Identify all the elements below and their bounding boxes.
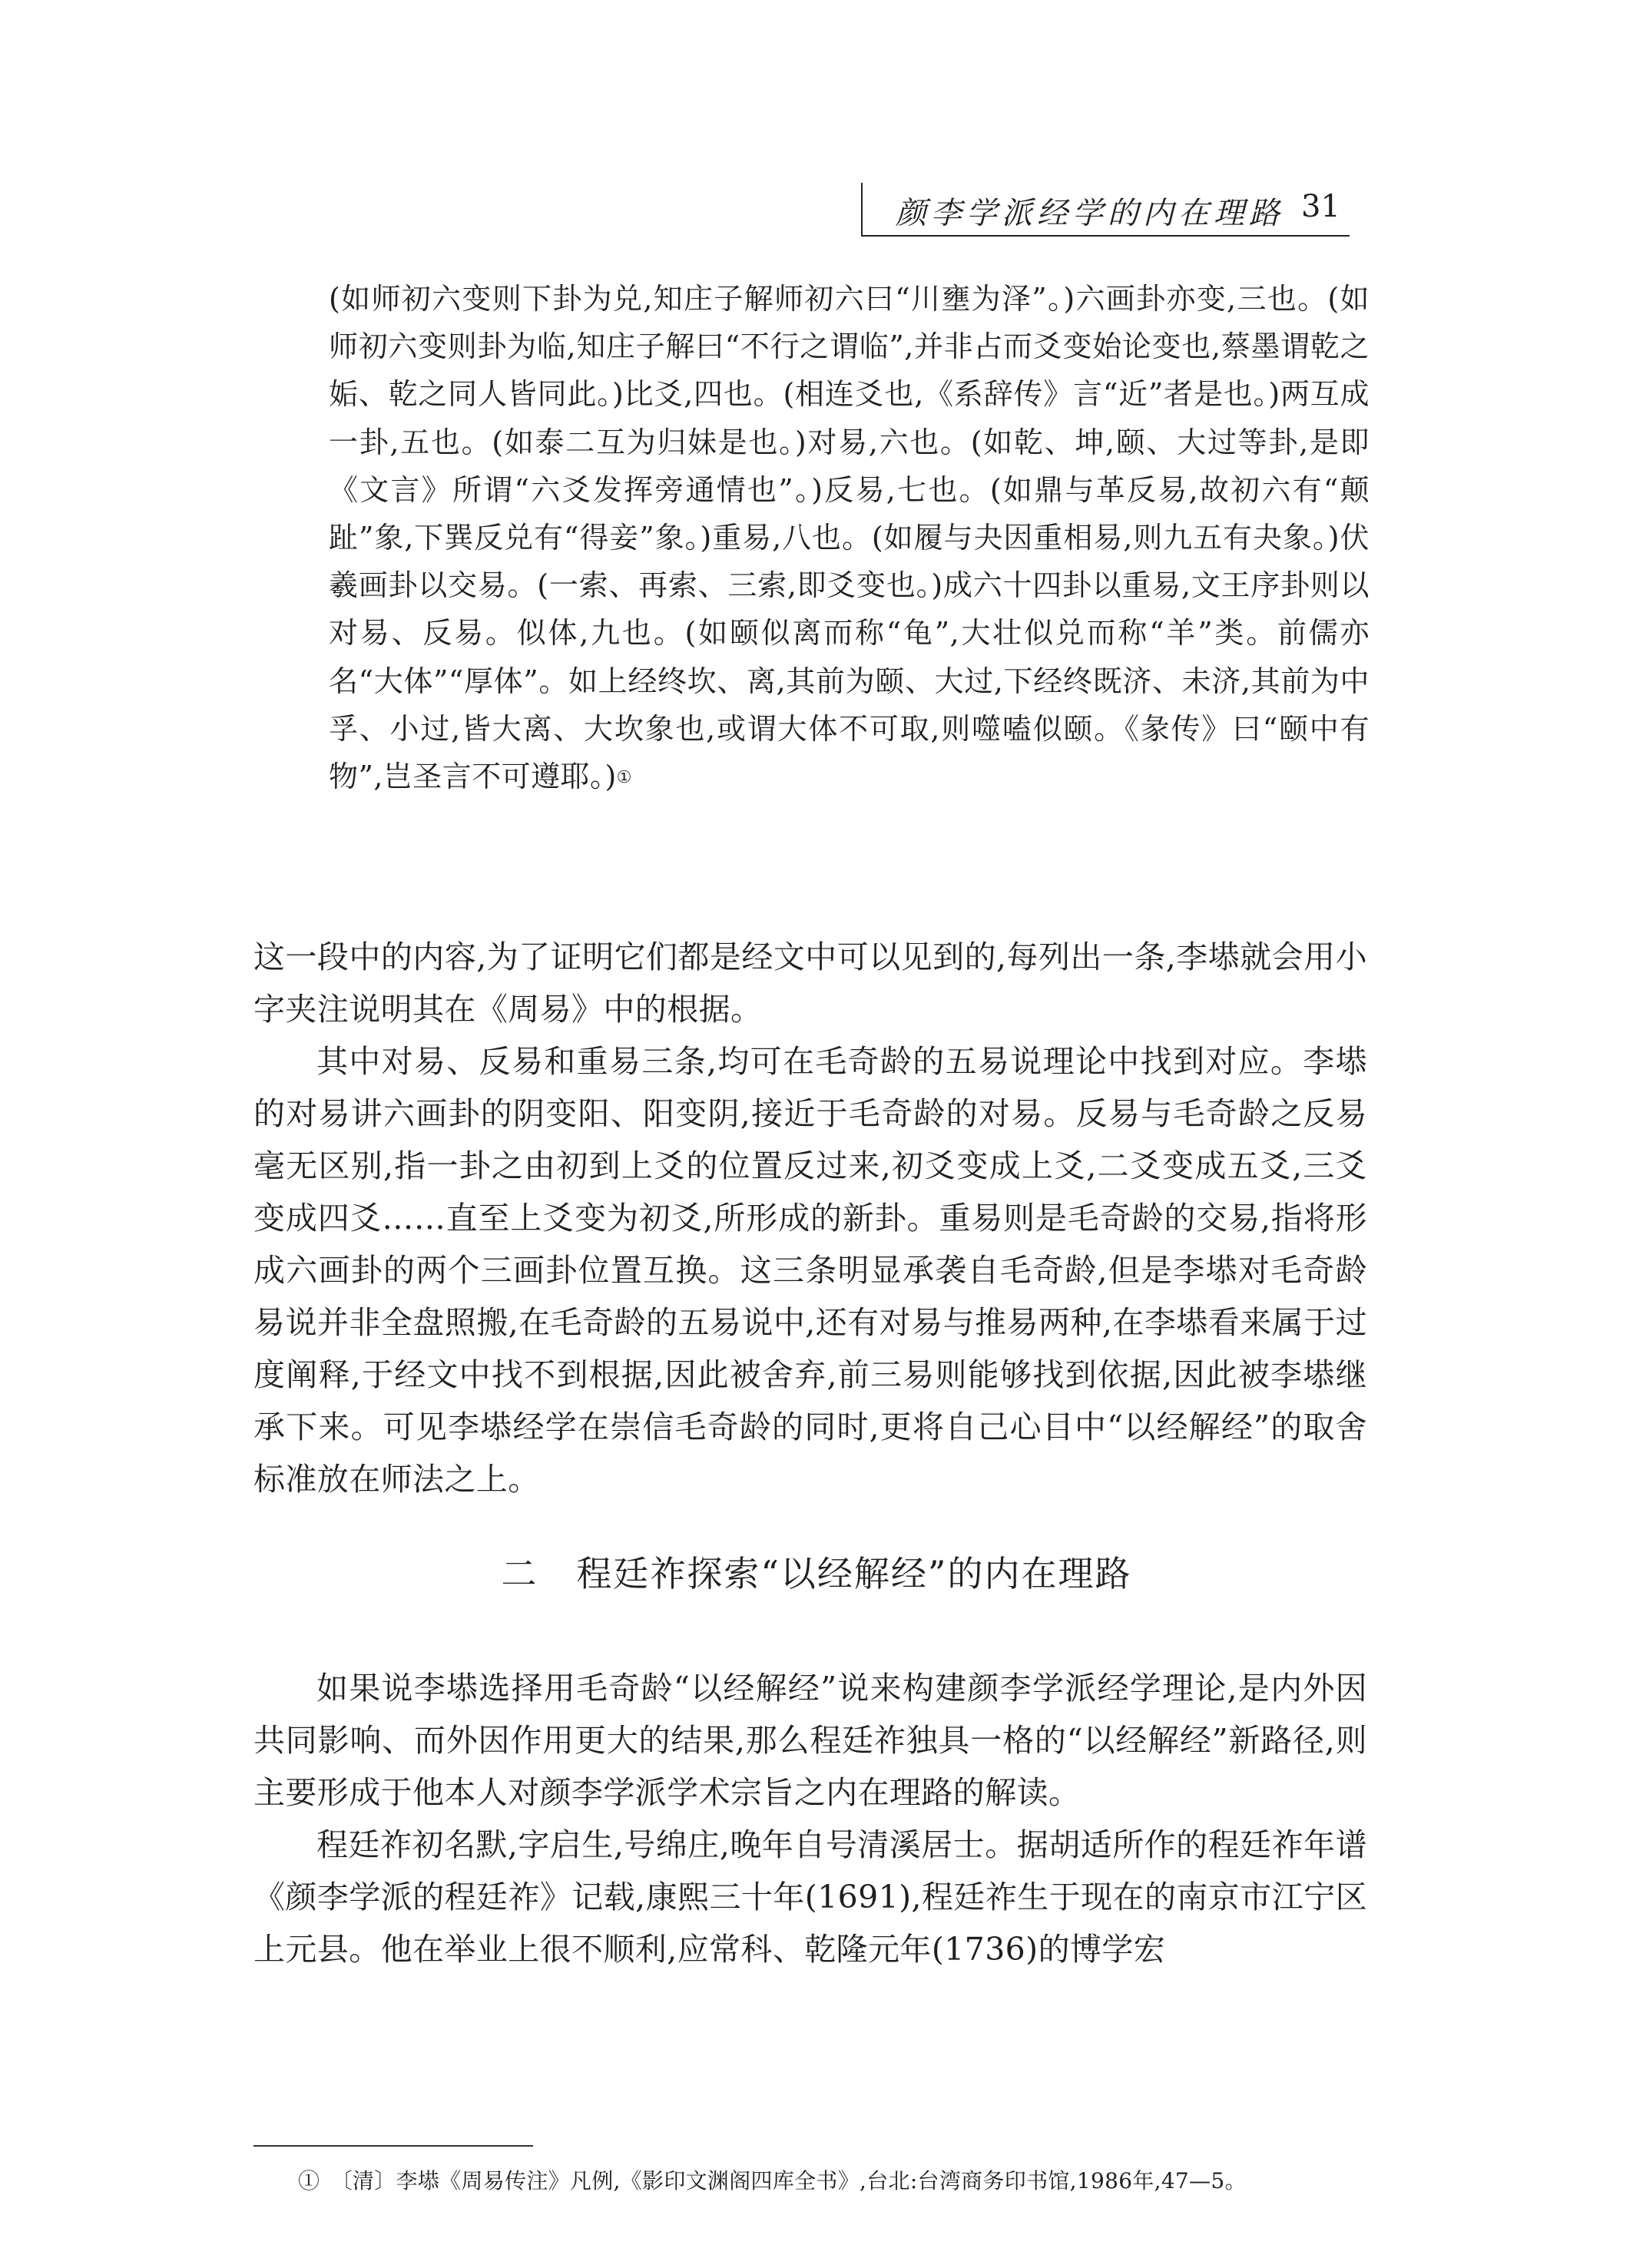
quote-text: (如师初六变则下卦为兑,知庄子解师初六曰“川壅为泽”。)六画卦亦变,三也。(如师初六变则卦为临,知庄子解曰“不行之谓临”,并非占而爻变始论变也,蔡墨谓乾之姤、乾之同人皆同此。)比爻,四也。(相连爻也,《系辞传》言“近”者是也。)两互成一卦,五也。(如泰二互为归妹是也。)对易,六也。(如乾、坤,颐、大过等卦,是即《文言》所谓“六爻发挥旁通情也”。)反易,七也。(如鼎与革反易,故初六有“颠趾”象,下巽反兑有“得妾”象。)重易,八也。(如履与夬因重相易,则九五有夬象。)伏羲画卦以交易。(一索、再索、三索,即爻变也。)成六十四卦以重易,文王序卦则以对易、反易。似体,九也。(如颐似离而称“龟”,大壮似兑而称“羊”类。前儒亦名“大体”“厚体”。如上经终坎、离,其前为颐、大过,下经终既济、未济,其前为中孚、小过,皆大离、大坎象也,或谓大体不可取,则噬嗑似颐。《彖传》曰“颐中有物”,岂圣言不可遵耶。): [329, 282, 1370, 794]
section-heading: [0, 1546, 1633, 1597]
header-rule-horizontal: [861, 235, 1350, 237]
footnote: [298, 2164, 1373, 2195]
page-number: 31: [1301, 189, 1340, 224]
footnote-ref: ①: [616, 768, 632, 788]
section-title: 程廷祚探索“以经解经”的内在理路: [576, 1553, 1132, 1594]
footnote-rule: [253, 2145, 533, 2147]
paragraph: 如果说李塨选择用毛奇龄“以经解经”说来构建颜李学派经学理论,是内外因共同影响、而外因作用更大的结果,那么程廷祚独具一格的“以经解经”新路径,则主要形成于他本人对颜李学派学术宗旨之内在理路的解读。: [253, 1670, 1367, 1811]
section-number: 二: [501, 1553, 538, 1594]
header-rule-vertical: [861, 183, 863, 237]
body-block-2: [253, 1035, 1367, 1505]
paragraph: 其中对易、反易和重易三条,均可在毛奇龄的五易说理论中找到对应。李塨的对易讲六画卦的阴变阳、阳变阴,接近于毛奇龄的对易。反易与毛奇龄之反易毫无区别,指一卦之由初到上爻的位置反过来,初爻变成上爻,二爻变成五爻,三爻变成四爻……直至上爻变为初爻,所形成的新卦。重易则是毛奇龄的交易,指将形成六画卦的两个三画卦位置互换。这三条明显承袭自毛奇龄,但是李塨对毛奇龄易说并非全盘照搬,在毛奇龄的五易说中,还有对易与推易两种,在李塨看来属于过度阐释,于经文中找不到根据,因此被舍弃,前三易则能够找到依据,因此被李塨继承下来。可见李塨经学在崇信毛奇龄的同时,更将自己心目中“以经解经”的取舍标准放在师法之上。: [253, 1043, 1367, 1498]
body-block-3: [253, 1662, 1367, 1975]
footnote-marker: ①: [298, 2168, 320, 2194]
body-block-1: [253, 931, 1367, 1035]
block-quote: [329, 275, 1370, 800]
footnote-text: 〔清〕李塨《周易传注》凡例,《影印文渊阁四库全书》,台北:台湾商务印书馆,1986年,47—5。: [341, 2168, 1247, 2194]
paragraph: 这一段中的内容,为了证明它们都是经文中可以见到的,每列出一条,李塨就会用小字夹注说明其在《周易》中的根据。: [253, 939, 1367, 1028]
paragraph: 程廷祚初名默,字启生,号绵庄,晚年自号清溪居士。据胡适所作的程廷祚年谱《颜李学派的程廷祚》记载,康熙三十年(1691),程廷祚生于现在的南京市江宁区上元县。他在举业上很不顺利,应常科、乾隆元年(1736)的博学宏: [253, 1826, 1367, 1968]
running-head: 颜李学派经学的内在理路: [896, 196, 1284, 231]
